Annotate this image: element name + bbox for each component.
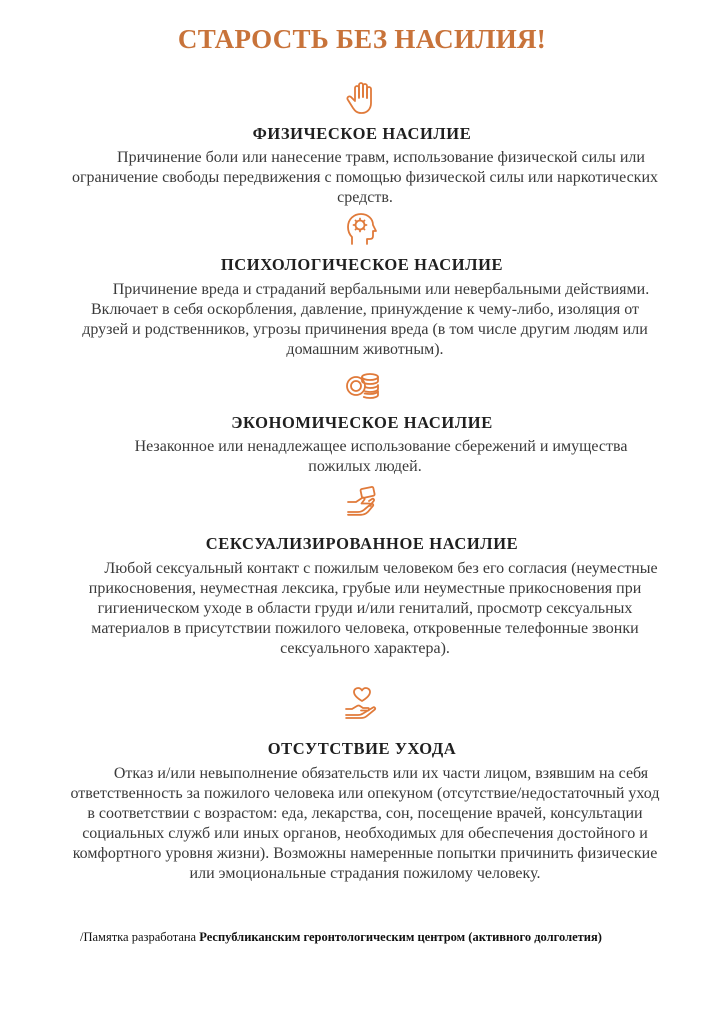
page-title: СТАРОСТЬ БЕЗ НАСИЛИЯ! [177, 24, 547, 54]
section-heading-economic: ЭКОНОМИЧЕСКОЕ НАСИЛИЕ [231, 413, 493, 432]
heart-hand-icon [342, 682, 382, 722]
section-heading-neglect: ОТСУТСТВИЕ УХОДА [267, 739, 457, 758]
footer-credit [80, 930, 720, 945]
footer-organization: Республиканским геронтологическим центром (активного долголетия) [199, 930, 602, 944]
section-heading-physical: ФИЗИЧЕСКОЕ НАСИЛИЕ [252, 124, 472, 143]
footer-prefix: /Памятка разработана [80, 930, 200, 944]
head-brain-icon [342, 210, 382, 250]
section-heading-sexualized: СЕКСУАЛИЗИРОВАННОЕ НАСИЛИЕ [205, 534, 519, 553]
hand-stop-icon [342, 78, 382, 118]
section-text-psychological: Причинение вреда и страданий вербальными или невербальными действиями. Включает в себя оскорбления, давление, принуждение к чему-либо, изоляция от друзей и родственников, угрозы причинения вреда (в том числе другим людям или домашним животным). [82, 281, 650, 358]
section-text-sexualized: Любой сексуальный контакт с пожилым человеком без его согласия (неуместные прикосновения, неуместная лексика, грубые или неуместные прикосновения при гигиеническом уходе в области груди и/или гениталий, просмотр сексуальных материалов в присутствии пожилого человека, откровенные телефонные звонки сексуального характера). [88, 560, 658, 657]
coins-stack-icon [342, 364, 382, 404]
section-heading-psychological: ПСИХОЛОГИЧЕСКОЕ НАСИЛИЕ [220, 255, 504, 274]
hand-card-icon [342, 482, 382, 522]
section-text-physical: Причинение боли или нанесение травм, использование физической силы или ограничение свободы передвижения с помощью физической силы или наркотических средств. [71, 149, 659, 206]
section-text-economic: Незаконное или ненадлежащее использование сбережений и имущества пожилых людей. [134, 438, 628, 475]
section-text-neglect: Отказ и/или невыполнение обязательств или их части лицом, взявшим на себя ответственность за пожилого человека или опекуном (отсутствие/недостаточный уход в соответствии с возрастом: еда, лекарства, сон, посещение врачей, консультации социальных служб или иных органов, необходимых для обеспечения достойного и комфортного уровня жизни). Возможны намеренные попытки причинить физические или эмоциональные страдания пожилому человеку. [70, 765, 660, 882]
